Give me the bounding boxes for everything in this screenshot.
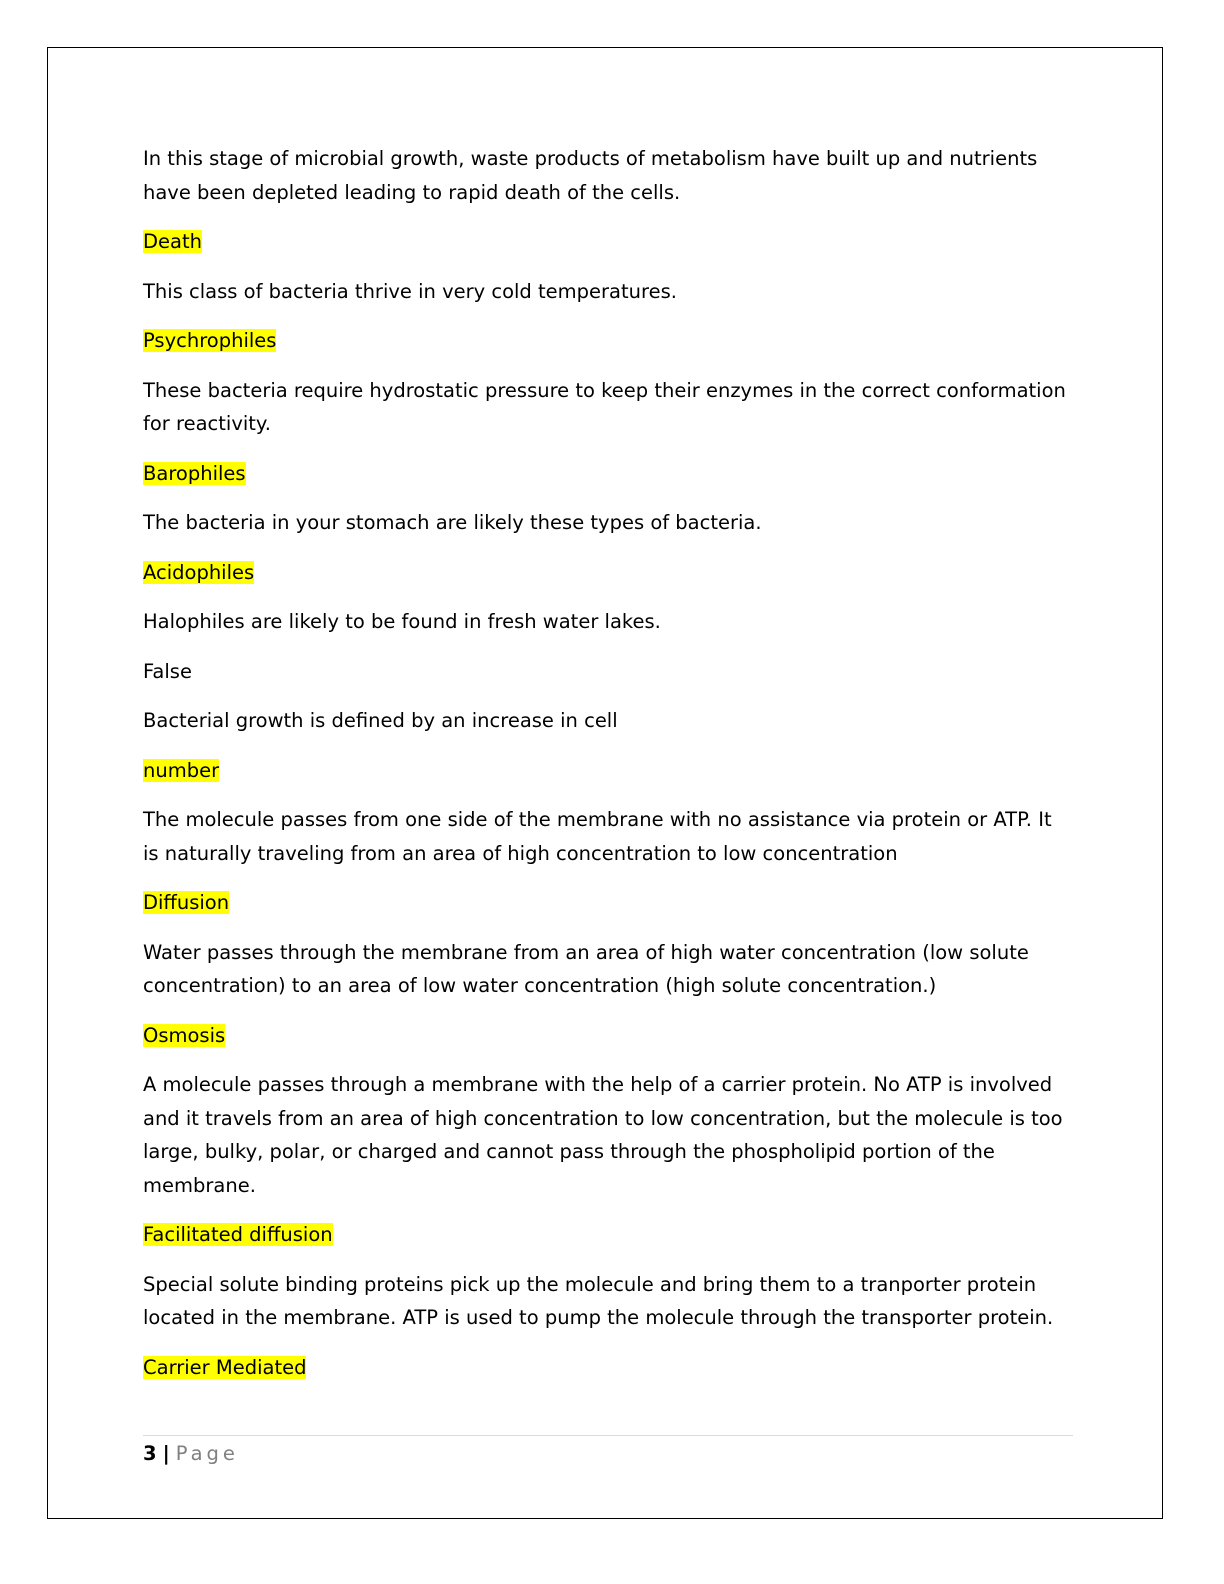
answer-paragraph [143, 457, 1073, 491]
highlighted-answer: Carrier Mediated [143, 1355, 307, 1379]
question-paragraph [143, 275, 1073, 309]
question-paragraph [143, 1068, 1073, 1202]
question-paragraph [143, 374, 1073, 441]
highlighted-answer: Osmosis [143, 1023, 226, 1047]
question-paragraph [143, 506, 1073, 540]
highlighted-answer: Acidophiles [143, 560, 255, 584]
question-paragraph [143, 655, 1073, 689]
highlighted-answer: Diffusion [143, 891, 230, 914]
footer-separator: | [162, 1442, 170, 1465]
question-paragraph [143, 936, 1073, 1003]
answer-paragraph [143, 324, 1073, 358]
question-paragraph [143, 1268, 1073, 1335]
paragraph-text: This class of bacteria thrive in very cold temperatures. [143, 279, 677, 303]
highlighted-answer: Psychrophiles [143, 329, 277, 352]
paragraph-text: Halophiles are likely to be found in fresh water lakes. [143, 610, 661, 633]
paragraph-text: The bacteria in your stomach are likely these types of bacteria. [143, 511, 762, 534]
highlighted-answer: number [143, 758, 220, 782]
paragraph-text: False [143, 659, 192, 683]
answer-paragraph [143, 556, 1073, 590]
highlighted-answer: Barophiles [143, 461, 246, 485]
answer-paragraph [143, 754, 1073, 788]
answer-paragraph [143, 886, 1073, 920]
footer-rule [143, 1435, 1073, 1436]
answer-paragraph [143, 225, 1073, 259]
highlighted-answer: Death [143, 230, 202, 253]
question-paragraph [143, 803, 1073, 870]
paragraph-text: Bacterial growth is defined by an increase in cell [143, 709, 618, 732]
answer-paragraph [143, 1351, 1073, 1385]
page-footer [143, 1440, 239, 1468]
answer-paragraph [143, 1218, 1073, 1252]
page-number: 3 [143, 1442, 157, 1465]
document-body [143, 142, 1073, 1400]
question-paragraph [143, 142, 1073, 209]
paragraph-text: A molecule passes through a membrane with the help of a carrier protein. No ATP is involved and it travels from an area of high concentration to low concentration, but the molecule is too large, bulky, polar, or charged and cannot pass through the phospholipid portion of the membrane. [143, 1073, 1063, 1197]
paragraph-text: In this stage of microbial growth, waste products of metabolism have built up and nutrients have been depleted leading to rapid death of the cells. [143, 147, 1038, 204]
question-paragraph [143, 605, 1073, 639]
paragraph-text: Water passes through the membrane from an area of high water concentration (low solute concentration) to an area of low water concentration (high solute concentration.) [143, 940, 1029, 997]
question-paragraph [143, 704, 1073, 738]
page-label: Page [175, 1442, 239, 1465]
paragraph-text: The molecule passes from one side of the membrane with no assistance via protein or ATP. It is naturally traveling from an area of high concentration to low concentration [143, 808, 1052, 865]
highlighted-answer: Facilitated diffusion [143, 1223, 333, 1246]
paragraph-text: Special solute binding proteins pick up the molecule and bring them to a tranporter protein located in the membrane. ATP is used to pump the molecule through the transporter protein. [143, 1272, 1054, 1329]
answer-paragraph [143, 1019, 1073, 1053]
paragraph-text: These bacteria require hydrostatic pressure to keep their enzymes in the correct conformation for reactivity. [143, 378, 1066, 435]
